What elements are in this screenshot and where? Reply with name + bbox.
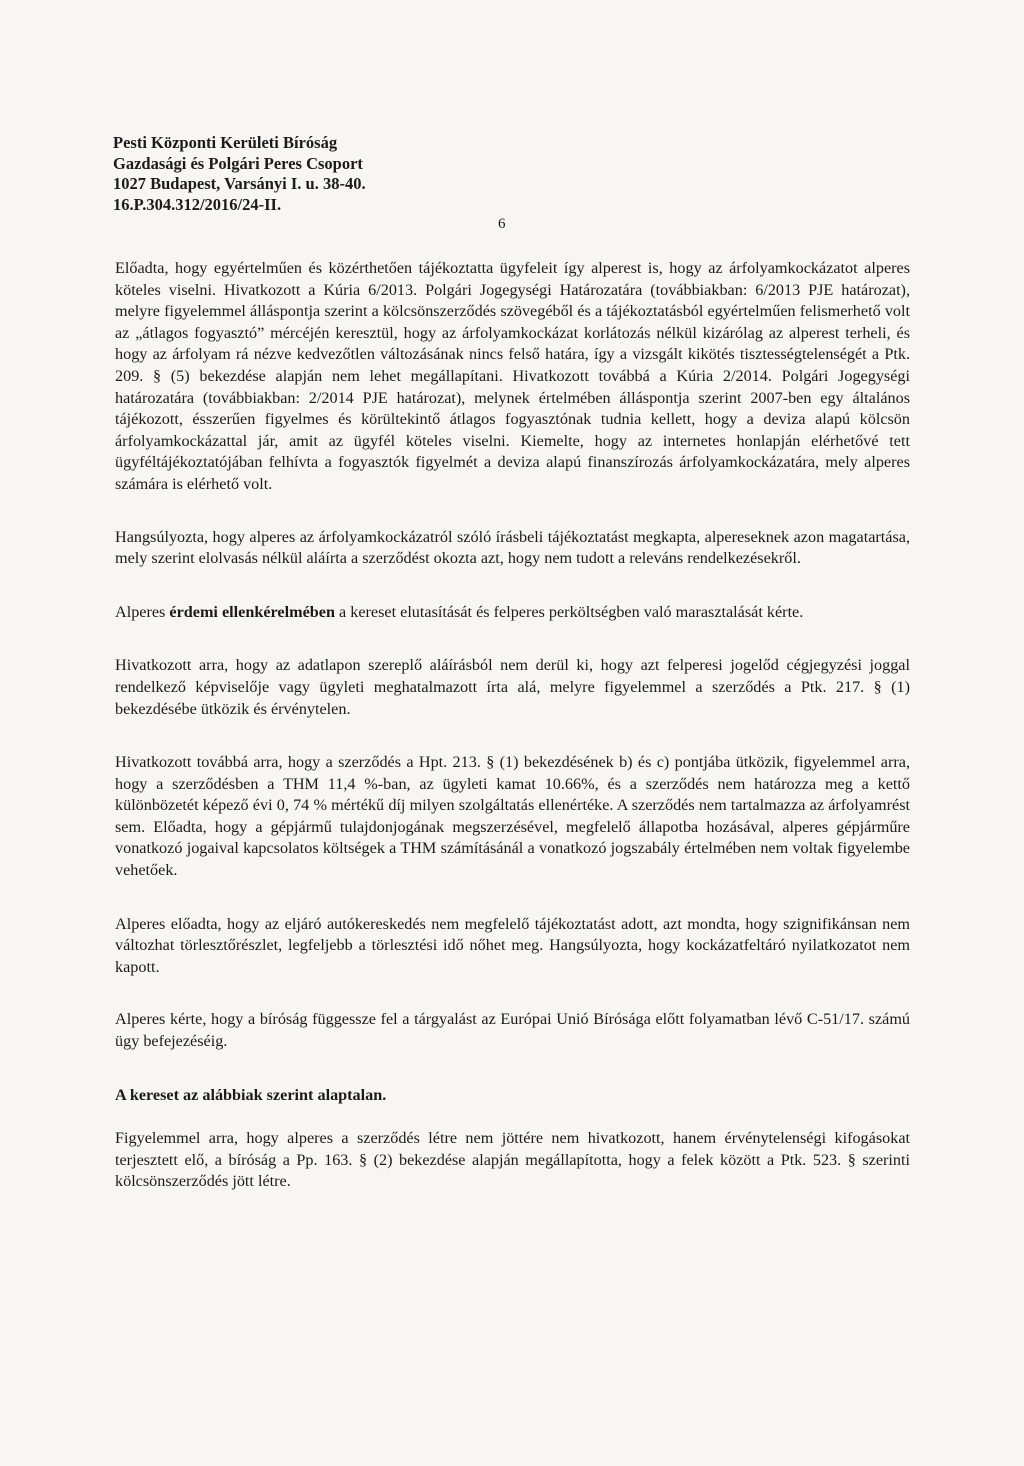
paragraph-3-text-end: a kereset elutasítását és felperes perköltségben való marasztalását kérte. [334,602,804,621]
paragraph-3-text-start: Alperes [115,602,170,621]
paragraph-6: Alperes előadta, hogy az eljáró autókereskedés nem megfelelő tájékoztatást adott, azt mondta, hogy szignifikánsan nem változhat törlesztőrészlet, legfeljebb a törlesztési idő nőhet meg. Hangsúlyozta, hogy kockázatfeltáró nyilatkozatot nem kapott. [115,914,910,976]
court-name: Pesti Központi Kerületi Bíróság [113,133,338,152]
paragraph-5: Hivatkozott továbbá arra, hogy a szerződés a Hpt. 213. § (1) bekezdésének b) és c) pontjába ütközik, figyelemmel arra, hogy a szerződésben a THM 11,4 %-ban, az ügyleti kamat 10.66%, és a szerződés nem határozza meg a kettő különbözetét képező évi 0, 74 % mértékű díj milyen szolgáltatás ellenértéke. A szerződés nem tartalmazza az árfolyamrést sem. Előadta, hogy a gépjármű tulajdonjogának megszerzésével, megfelelő állapotba hozásával, alperes gépjárműre vonatkozó jogaival kapcsolatos költségek a THM számításánál a vonatkozó jogszabály értelmében nem voltak figyelembe vehetőek. [115,753,910,880]
paragraph-4: Hivatkozott arra, hogy az adatlapon szereplő aláírásból nem derül ki, hogy azt felperesi jogelőd cégjegyzési joggal rendelkező képviselője vagy ügyleti meghatalmazott írta alá, melyre figyelemmel a szerződés a Ptk. 217. § (1) bekezdésébe ütközik és érvénytelen. [115,656,910,718]
court-division: Gazdasági és Polgári Peres Csoport [113,153,363,173]
court-address: 1027 Budapest, Varsányi I. u. 38-40. [113,174,366,193]
page-number: 6 [498,216,506,232]
paragraph-3-bold-term: érdemi ellenkérelmében [169,602,335,621]
case-number: 16.P.304.312/2016/24-II. [113,194,282,214]
paragraph-2: Hangsúlyozta, hogy alperes az árfolyamkockázatról szóló írásbeli tájékoztatást megkapta, alpereseknek azon magatartása, mely szerint elolvasás nélkül aláírta a szerződést okozta azt, hogy nem tudott a releváns rendelkezésekről. [115,527,910,568]
paragraph-3 [115,602,910,624]
paragraph-8: Figyelemmel arra, hogy alperes a szerződés létre nem jöttére nem hivatkozott, hanem érvénytelenségi kifogásokat terjesztett elő, a bíróság a Pp. 163. § (2) bekezdése alapján megállapította, hogy a felek között a Ptk. 523. § szerinti kölcsönszerződés jött létre. [115,1129,910,1191]
court-header [113,133,533,215]
paragraph-1: Előadta, hogy egyértelműen és közérthetően tájékoztatta ügyfeleit így alperest is, hogy az árfolyamkockázatot alperes köteles viselni. Hivatkozott a Kúria 6/2013. Polgári Jogegységi Határozatára (továbbiakban: 6/2013 PJE határozat), melyre figyelemmel álláspontja szerint a kölcsönszerződés szövegéből és a tájékoztatásból egyértelműen felismerhető volt az „átlagos fogyasztó” mércéjén keresztül, hogy az árfolyamkockázat korlátozás nélkül kizárólag az alperest terheli, és hogy az árfolyam rá nézve kedvezőtlen változásának nincs felső határa, így a vizsgált kikötés tisztességtelenségét a Ptk. 209. § (5) bekezdése alapján nem lehet megállapítani. Hivatkozott továbbá a Kúria 2/2014. Polgári Jogegységi határozatára (továbbiakban: 2/2014 PJE határozat), melynek értelmében álláspontja szerint 2007-ben egy általános tájékozott, ésszerűen figyelmes és körültekintő átlagos fogyasztónak tudnia kellett, hogy a deviza alapú kölcsön árfolyamkockázattal jár, amit az ügyfél köteles viselni. Kiemelte, hogy az internetes honlapján elérhetővé tett ügyféltájékoztatójában felhívta a fogyasztók figyelmét a deviza alapú finanszírozás árfolyamkockázatára, mely alperes számára is elérhető volt. [115,259,910,493]
document-body [115,258,910,1226]
paragraph-7: Alperes kérte, hogy a bíróság függessze fel a tárgyalást az Európai Unió Bírósága előtt folyamatban lévő C-51/17. számú ügy befejezéséig. [115,1010,910,1051]
section-heading: A kereset az alábbiak szerint alaptalan. [115,1085,387,1104]
